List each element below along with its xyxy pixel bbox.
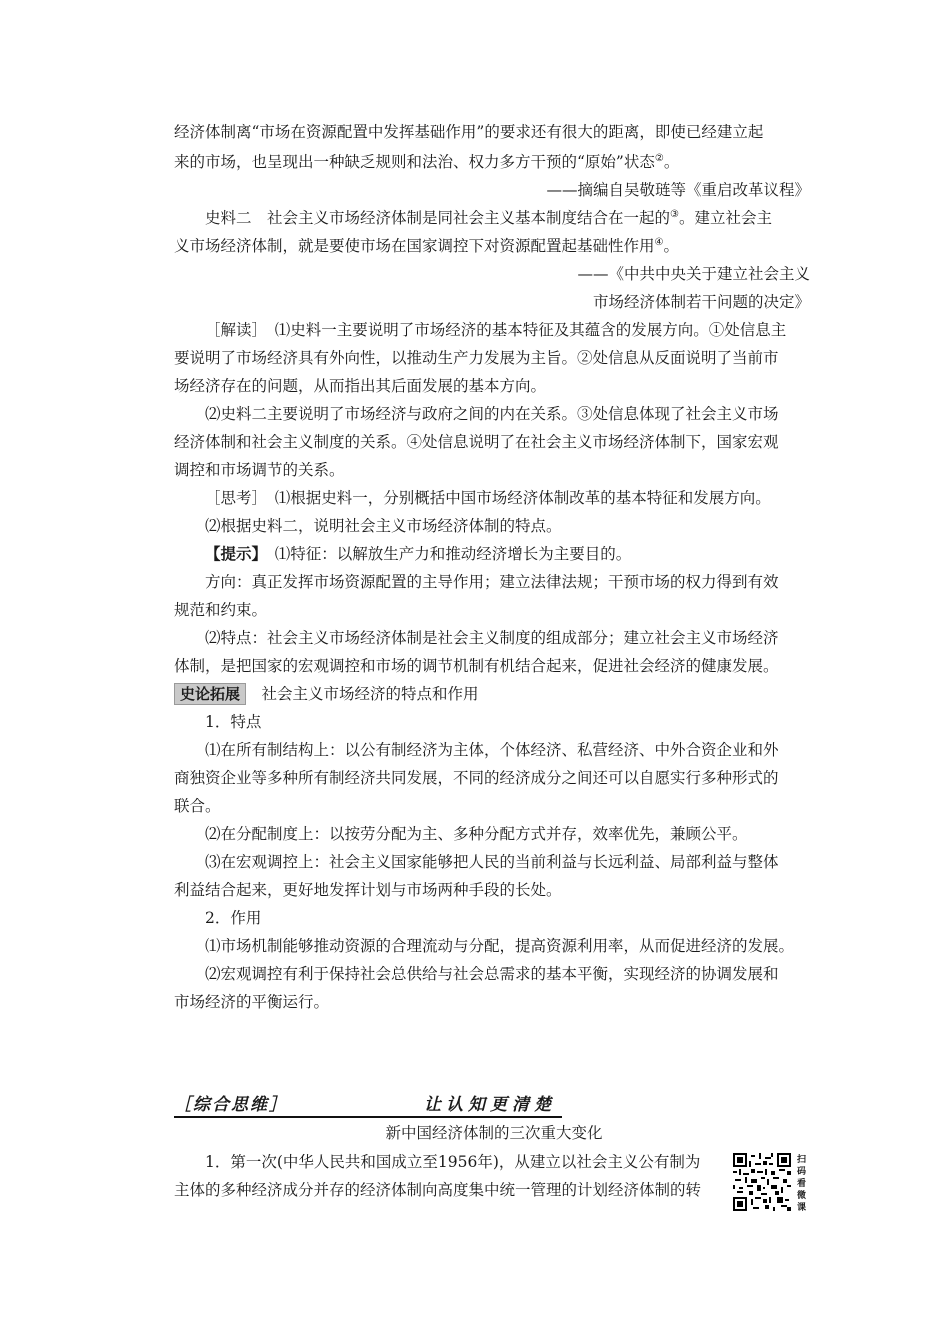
text-line (174, 682, 814, 706)
footnote-marker: ② (654, 152, 664, 164)
text-line: ［思考］ ⑴根据史料一，分别概括中国市场经济体制改革的基本特征和发展方向。 (205, 489, 771, 507)
text-line: 场经济存在的问题，从而指出其后面发展的基本方向。 (174, 377, 547, 395)
section-tag-right: 让认知更清楚 (424, 1095, 556, 1115)
subheading: 1．特点 (205, 713, 262, 731)
text-span: 义市场经济体制，就是要使市场在国家调控下对资源配置起基础性作用 (174, 237, 655, 255)
text-line: ⑶在宏观调控上：社会主义国家能够把人民的当前利益与长远利益、局部利益与整体 (205, 853, 779, 871)
text-span: 。 (663, 237, 679, 255)
section-tag-left: ［综合思维］ (174, 1095, 288, 1115)
source-citation: ——摘编自吴敬琏等《重启改革议程》 (546, 181, 810, 199)
text-line: 调控和市场调节的关系。 (174, 461, 345, 479)
text-line: 经济体制离“市场在资源配置中发挥基础作用”的要求还有很大的距离，即使已经建立起 (174, 123, 764, 141)
section-tag: 史论拓展 (174, 683, 246, 705)
section-header (174, 1090, 562, 1118)
text-line: 方向：真正发挥市场资源配置的主导作用；建立法律法规；干预市场的权力得到有效 (205, 573, 779, 591)
text-line: ⑵根据史料二，说明社会主义市场经济体制的特点。 (205, 517, 562, 535)
text-span: 。建立社会主 (678, 209, 772, 227)
text-span: ⑴特征：以解放生产力和推动经济增长为主要目的。 (259, 545, 632, 563)
text-line (174, 206, 814, 230)
text-line: 商独资企业等多种所有制经济共同发展，不同的经济成分之间还可以自愿实行多种形式的 (174, 769, 779, 787)
text-line: ⑵宏观调控有利于保持社会总供给与社会总需求的基本平衡，实现经济的协调发展和 (205, 965, 779, 983)
footnote-marker: ④ (654, 236, 664, 248)
text-line (174, 150, 814, 174)
hint-label: 【提示】 (205, 544, 260, 563)
text-line (174, 542, 814, 566)
text-line (174, 234, 814, 258)
text-span: 来的市场，也呈现出一种缺乏规则和法治、权力多方干预的“原始”状态 (174, 153, 655, 171)
subheading: 2．作用 (205, 909, 262, 927)
text-span: 。 (663, 153, 680, 171)
text-line: 利益结合起来，更好地发挥计划与市场两种手段的长处。 (174, 881, 562, 899)
qr-label: 扫码看微课 (797, 1155, 807, 1213)
text-line: ⑵特点：社会主义市场经济体制是社会主义制度的组成部分；建立社会主义市场经济 (205, 629, 779, 647)
text-line: 主体的多种经济成分并存的经济体制向高度集中统一管理的计划经济体制的转 (174, 1181, 702, 1199)
text-line: 要说明了市场经济具有外向性，以推动生产力发展为主旨。②处信息从反面说明了当前市 (174, 349, 779, 367)
qr-code-icon[interactable] (733, 1153, 791, 1211)
section-title: 新中国经济体制的三次重大变化 (385, 1124, 603, 1142)
footnote-marker: ③ (670, 208, 679, 220)
text-line: ⑴市场机制能够推动资源的合理流动与分配，提高资源利用率，从而促进经济的发展。 (205, 937, 795, 955)
section-subtitle: 社会主义市场经济的特点和作用 (246, 685, 479, 703)
source-citation: 市场经济体制若干问题的决定》 (592, 293, 810, 311)
text-line: ⑵在分配制度上：以按劳分配为主、多种分配方式并存，效率优先，兼顾公平。 (205, 825, 748, 843)
source-citation: ——《中共中央关于建立社会主义 (577, 265, 810, 283)
text-line: 经济体制和社会主义制度的关系。④处信息说明了在社会主义市场经济体制下，国家宏观 (174, 433, 779, 451)
text-line: 1．第一次(中华人民共和国成立至1956年)，从建立以社会主义公有制为 (205, 1153, 701, 1171)
text-line: ⑵史料二主要说明了市场经济与政府之间的内在关系。③处信息体现了社会主义市场 (205, 405, 779, 423)
text-line: ［解读］ ⑴史料一主要说明了市场经济的基本特征及其蕴含的发展方向。①处信息主 (205, 321, 787, 339)
text-line: 体制，是把国家的宏观调控和市场的调节机制有机结合起来，促进社会经济的健康发展。 (174, 657, 779, 675)
text-span: 史料二 社会主义市场经济体制是同社会主义基本制度结合在一起的 (205, 209, 671, 227)
text-line: 联合。 (174, 797, 221, 815)
text-line: ⑴在所有制结构上：以公有制经济为主体，个体经济、私营经济、中外合资企业和外 (205, 741, 779, 759)
text-line: 市场经济的平衡运行。 (174, 993, 330, 1011)
text-line: 规范和约束。 (174, 601, 268, 619)
